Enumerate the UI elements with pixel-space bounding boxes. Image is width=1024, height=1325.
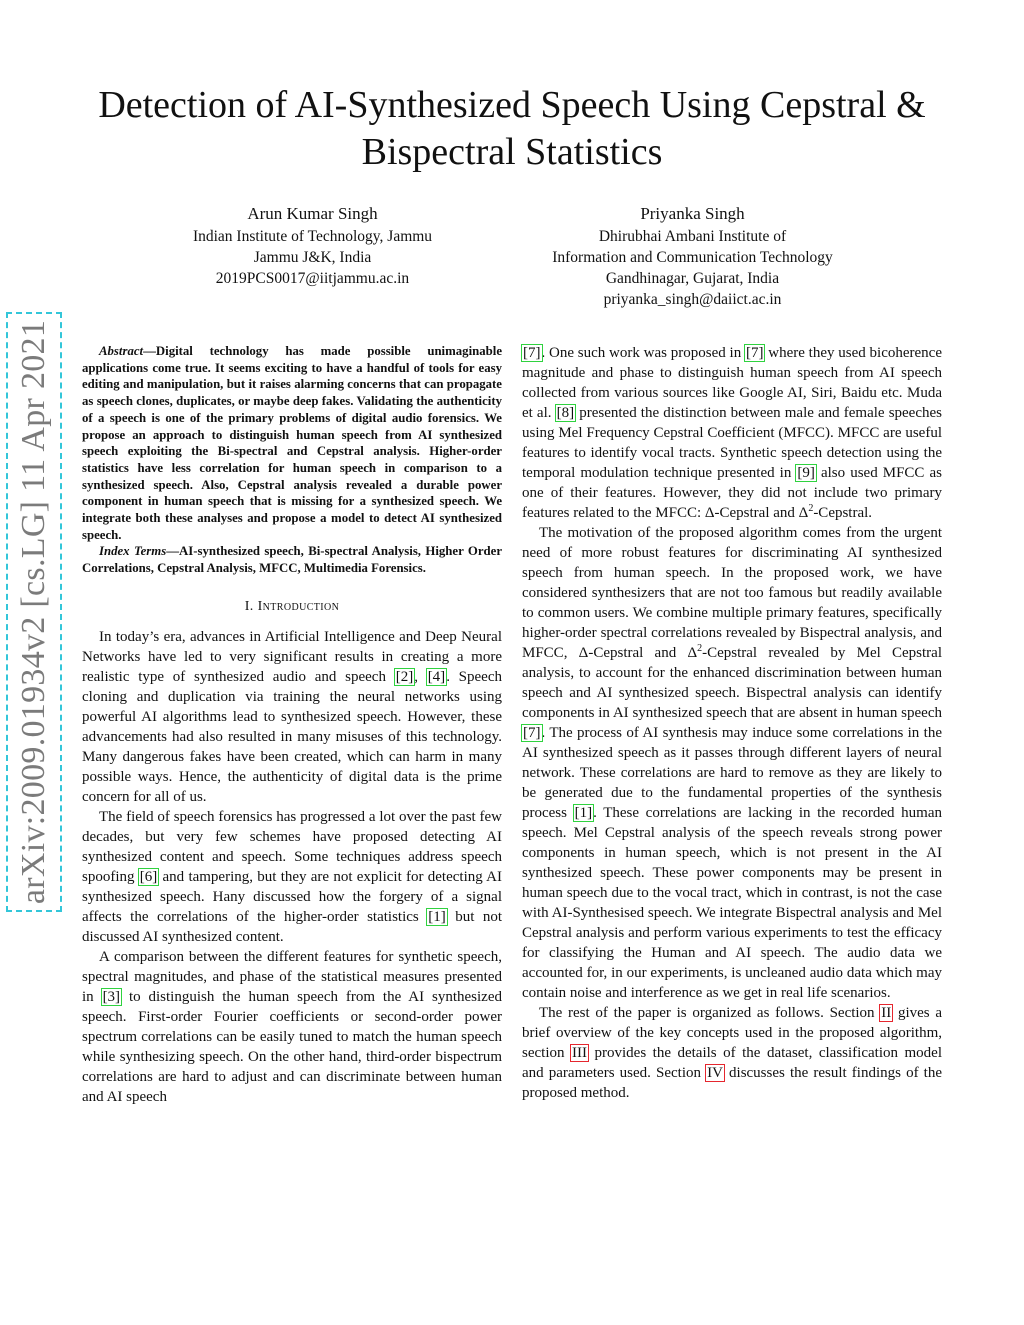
left-column xyxy=(82,343,502,1107)
author-name: Priyanka Singh xyxy=(640,204,745,223)
abstract xyxy=(82,343,502,543)
citation-link[interactable]: [3] xyxy=(102,988,121,1005)
author-block-2 xyxy=(510,203,875,310)
arxiv-identifier-stamp xyxy=(6,312,62,912)
paragraph-text: -Cepstral. xyxy=(813,505,873,521)
citation-link[interactable]: [8] xyxy=(556,405,575,421)
author-affiliation: Gandhinagar, Gujarat, India xyxy=(605,270,780,287)
paragraph xyxy=(82,627,502,807)
author-affiliation: Indian Institute of Technology, Jammu xyxy=(192,228,433,245)
paragraph-text: . The process of AI synthesis may induce some correlations in the AI synthesized speech as it passes through different layers of neural network. These correlations are hard to remove as they are likely to be generated due to the fundamental properties of the synthesis process xyxy=(522,725,942,821)
citation-link[interactable]: [1] xyxy=(428,908,446,925)
author-affiliation: Jammu J&K, India xyxy=(253,249,372,266)
paper-title: Detection of AI-Synthesized Speech Using Cepstral & Bispectral Statistics xyxy=(98,84,926,173)
section-link[interactable]: III xyxy=(572,1045,587,1061)
paragraph-text: -Cepstral revealed by Mel Cepstral analysis, to account for the enhanced discrimination between human speech and AI synthesized speech. Bispectral analysis can identify components in AI synthesized speech that are absent in human speech xyxy=(522,645,943,721)
paragraph xyxy=(82,807,502,947)
arxiv-identifier: arXiv:2009.01934v2 [cs.LG] 11 Apr 2021 xyxy=(15,319,53,905)
section-numeral: I. xyxy=(244,598,258,614)
paragraph xyxy=(522,343,942,523)
paragraph-text: where they used bicoherence magnitude and phase to distinguish human speech from AI speech collected from various sources like Google AI, Siri, Baidu etc. Muda et al. xyxy=(522,345,942,421)
superscript: 2 xyxy=(697,643,703,654)
paragraph-text: . These correlations are lacking in the recorded human speech. Mel Cepstral analysis of the speech reveals strong power components in human speech, which is not present in the AI synthesized speech. These power components may be present in human speech due to the vocal tract, which in contrast, is not the case with AI-Synthesised speech. We integrate Bispectral analysis and Mel Cepstral analysis and perform various experiments to test the efficacy for classifying the Human and AI speech. The audio data we accounted for, in our experiments, is uncleaned audio data which may contain noise and interference as we get in real life scenarios. xyxy=(522,805,942,1001)
citation-link[interactable]: [7] xyxy=(523,345,541,361)
index-terms-text: —AI-synthesized speech, Bi-spectral Analysis, Higher Order Correlations, Cepstral Analysis, MFCC, Multimedia Forensics. xyxy=(82,544,503,576)
paragraph-text: , xyxy=(414,668,427,685)
author-email: priyanka_singh@daiict.ac.in xyxy=(603,291,782,308)
paragraph-text: also used MFCC as one of their features. However, they did not include two primary features related to the MFCC: Δ-Cepstral and Δ xyxy=(522,465,942,521)
citation-link[interactable]: [4] xyxy=(427,668,446,685)
paragraph-text: The motivation of the proposed algorithm comes from the urgent need of more robust features for discriminating AI synthesized speech from human speech. In the proposed work, we have considered synthesizers that are not too famous but readily available to common users. We combine multiple primary features, specifically higher-order spectral correlations revealed by Bispectral analysis, and MFCC, Δ-Cepstral and Δ xyxy=(522,525,942,661)
author-affiliation: Information and Communication Technology xyxy=(552,249,833,266)
paragraph-text: gives a brief overview of the key concepts used in the proposed algorithm, section xyxy=(522,1005,942,1061)
citation-link[interactable]: [6] xyxy=(139,868,158,885)
paragraph-text: but not discussed AI synthesized content. xyxy=(82,908,502,945)
paragraph-text: The rest of the paper is organized as follows. Section xyxy=(539,1005,881,1021)
author-email: 2019PCS0017@iitjammu.ac.in xyxy=(215,270,410,287)
superscript: 2 xyxy=(808,503,814,514)
paragraph-text: to distinguish the human speech from the AI synthesized speech. First-order Fourier coefficients or second-order power spectrum correlations can be easily tuned to match the human speech while synthesizing speech. On the other hand, third-order bispectrum correlations are hard to adjust and can discriminate between human and AI speech xyxy=(82,988,502,1105)
paragraph xyxy=(522,523,942,1003)
index-terms xyxy=(82,543,502,576)
index-terms-label: Index Terms xyxy=(99,544,167,559)
citation-link[interactable]: [1] xyxy=(574,805,593,821)
right-column xyxy=(522,343,942,1103)
author-name: Arun Kumar Singh xyxy=(247,204,378,223)
paragraph-text: . Speech cloning and duplication via training the neural networks using powerful AI algorithms lead to synthesized speech. However, these advancements had also resulted in many misuses of this technology. Many dangerous fakes have been created, which can harm in many possible ways. Hence, the authenticity of digital data is the prime concern for all of us. xyxy=(82,668,502,805)
citation-link[interactable]: [9] xyxy=(797,465,815,481)
section-link[interactable]: II xyxy=(881,1005,892,1021)
author-affiliation: Dhirubhai Ambani Institute of xyxy=(598,228,787,245)
paragraph-text: provides the details of the dataset, classification model and parameters used. Section xyxy=(522,1045,942,1081)
citation-link[interactable]: [7] xyxy=(523,725,541,741)
section-link[interactable]: IV xyxy=(707,1065,723,1081)
paragraph-text: A comparison between the different features for synthetic speech, spectral magnitudes, and phase of the statistical measures presented in xyxy=(82,948,502,1005)
section-title: Introduction xyxy=(257,598,340,614)
author-block-1 xyxy=(150,203,475,289)
paragraph-text: In today’s era, advances in Artificial Intelligence and Deep Neural Networks have led to very significant results in creating a more realistic type of synthesized audio and speech xyxy=(82,628,502,685)
paragraph-text: and tampering, but they are not explicit for detecting AI synthesized speech. Hany discussed how the forgery of a signal affects the correlations of the higher-order statistics xyxy=(82,868,502,925)
section-heading-introduction xyxy=(82,597,502,617)
abstract-text: —Digital technology has made possible unimaginable applications come true. It seems exciting to have a handful of tools for easy editing and manipulation, but it raises alarming concerns that can propagate as speech clones, duplicates, or maybe deep fakes. Validating the authenticity of a speech is one of the primary problems of digital audio forensics. We propose an approach to distinguish human speech from AI synthesized speech exploiting the Bi-spectral and Cepstral analysis. Higher-order statistics have less correlation for human speech in comparison to a synthesized speech. Also, Cepstral analysis revealed a durable power component in human speech that is missing for a synthesized speech. We integrate both these analyses and propose a model to detect AI synthesized speech. xyxy=(82,344,502,542)
paragraph-text: The field of speech forensics has progressed a lot over the past few decades, but very few schemes have proposed detecting AI synthesized content and speech. Some techniques address speech spoofing xyxy=(82,808,502,885)
citation-link[interactable]: [2] xyxy=(395,668,414,685)
paragraph-text: discusses the result findings of the proposed method. xyxy=(522,1065,942,1101)
abstract-label: Abstract xyxy=(99,344,144,358)
citation-link[interactable]: [7] xyxy=(745,345,764,361)
paragraph-text: . One such work was proposed in xyxy=(541,345,745,361)
paragraph xyxy=(522,1003,942,1103)
paragraph-text: presented the distinction between male and female speeches using Mel Frequency Cepstral Coefficient (MFCC). MFCC are useful features to identify vocal tracts. Synthetic speech detection using the temporal modulation technique presented in xyxy=(522,405,942,481)
paragraph xyxy=(82,947,502,1107)
